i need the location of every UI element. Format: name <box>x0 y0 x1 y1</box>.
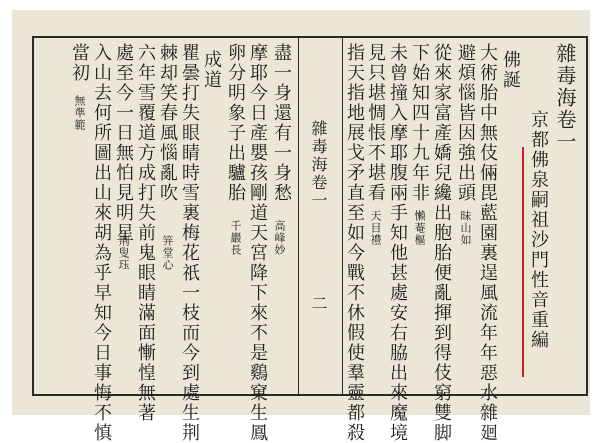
page-number: 二 <box>309 295 328 313</box>
right-border <box>586 36 588 396</box>
fold-line-right <box>342 36 343 396</box>
verse-line: 指天指地展戈矛直至如今戰不休假使羣靈都殺 <box>344 43 365 443</box>
volume-title: 雜毒海卷一 <box>553 43 577 153</box>
verse-line: 避煩惱皆因強出頭 <box>455 43 476 203</box>
verse-line: 瞿曇打失眼睛時雪裏梅花祇一枝而今到處生荆 <box>179 43 200 443</box>
verse-line: 未曾撞入摩耶腹兩手知他甚處安右脇出來魔境 <box>387 43 408 443</box>
author-note: 高峰妙 <box>273 220 286 256</box>
verse-line: 盡一身還有一身愁 <box>271 43 292 203</box>
author-note: 無準範 <box>73 95 86 131</box>
author-note: 千巖長 <box>229 220 242 256</box>
author-note: 荆叟珏 <box>117 235 130 271</box>
verse-line: 大術胎中無伎倆毘藍園裏逞風流年年惡水雜廻 <box>477 43 498 443</box>
center-title: 雜毒海卷一 <box>309 120 328 210</box>
author-note: 天目禮 <box>369 210 382 246</box>
verse-line: 見只堪惆悵不堪看 <box>365 43 386 203</box>
verse-line: 卵分明象子出驢胎 <box>225 43 246 203</box>
top-border <box>32 36 588 38</box>
author-note: 昧山如 <box>459 210 472 246</box>
verse-line: 處至今一日無怕見明星 <box>113 43 134 243</box>
bottom-border <box>32 394 588 396</box>
section-heading-enlightenment: 成道 <box>201 50 222 90</box>
verse-line: 棘却笑春風惱亂吹 <box>157 43 178 203</box>
fold-line-left <box>298 36 299 396</box>
verse-line: 摩耶今日產嬰孩剛道天宮降下來不是鷄窠生鳳 <box>247 43 268 443</box>
left-border <box>32 36 34 396</box>
compiler-line: 京都佛泉嗣祖沙門性音重編 <box>528 110 549 350</box>
book-spread <box>12 10 590 443</box>
verse-line: 六年雪覆道方成打失前鬼眼睛滿面慚惶無著 <box>135 43 156 423</box>
red-annotation-line <box>522 147 524 377</box>
author-note: 笄堂心 <box>161 235 174 271</box>
verse-line: 當初 <box>69 43 90 83</box>
verse-line: 下始知四十九年非 <box>409 43 430 203</box>
verse-line: 從來家富產嬌兒纔出胞胎便亂揮到得伎窮雙脚 <box>431 43 452 443</box>
verse-line: 入山去何所圖出山來胡為乎早知今日事悔不慎 <box>91 43 112 443</box>
author-note: 懶菴樞 <box>413 210 426 246</box>
section-heading-buddha-birth: 佛誕 <box>500 50 521 90</box>
